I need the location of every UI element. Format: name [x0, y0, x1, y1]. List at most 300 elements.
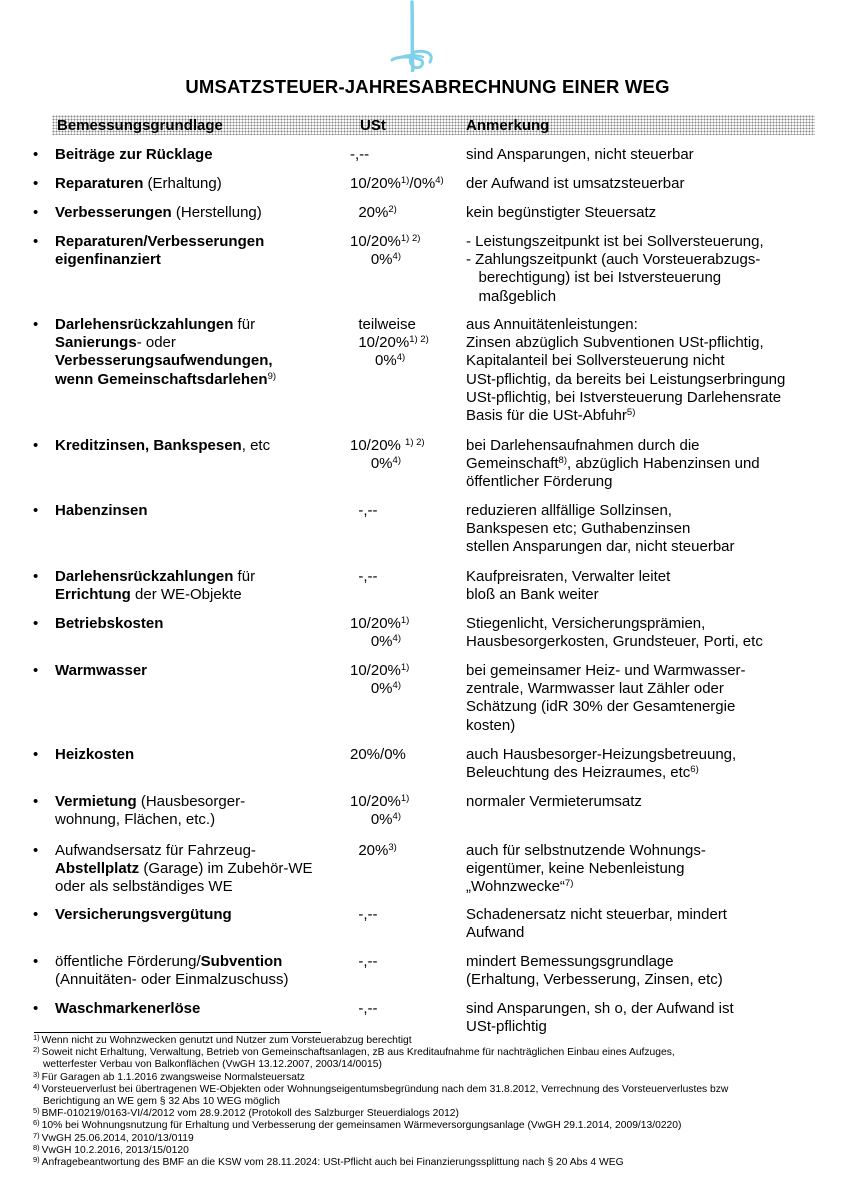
footnote-ref: 8) — [558, 455, 567, 467]
text: 20%/0% — [350, 746, 406, 763]
text: 10/20% — [350, 662, 401, 679]
footnote — [33, 1096, 833, 1108]
cell-line — [466, 455, 826, 473]
footnote-number: 8) — [33, 1142, 40, 1152]
cell-line — [55, 746, 355, 764]
cell-line — [466, 371, 826, 389]
bold-text: Warmwasser — [55, 662, 147, 679]
bemessungsgrundlage-cell — [55, 842, 355, 897]
footnote-divider — [34, 1032, 321, 1033]
text: Aufwand — [466, 924, 525, 942]
cell-line — [466, 233, 826, 251]
bemessungsgrundlage-cell — [55, 906, 355, 924]
cell-line — [466, 698, 826, 716]
cell-line — [350, 662, 460, 680]
text: für — [233, 316, 256, 333]
ust-cell — [350, 233, 460, 269]
text: auch für selbstnutzende Wohnungs- — [466, 842, 706, 859]
cell-line — [55, 437, 355, 455]
bold-text: Vermietung — [55, 793, 137, 810]
cell-line — [350, 437, 460, 455]
text: 0% — [350, 680, 393, 698]
bemessungsgrundlage-cell — [55, 568, 355, 604]
cell-line — [55, 568, 355, 586]
text: -,-- — [350, 953, 378, 970]
bullet-icon: • — [33, 316, 39, 333]
cell-line — [466, 680, 826, 698]
anmerkung-cell — [466, 793, 826, 811]
text: öffentlicher Förderung — [466, 473, 613, 491]
ust-cell — [350, 568, 460, 586]
cell-line — [350, 842, 460, 860]
cell-line — [350, 233, 460, 251]
bullet-icon: • — [33, 204, 39, 221]
bullet-icon: • — [33, 662, 39, 679]
bold-text: Waschmarkenerlöse — [55, 1000, 201, 1017]
bold-text: Darlehensrückzahlungen — [55, 316, 234, 333]
cell-line — [55, 316, 355, 334]
anmerkung-cell — [466, 746, 826, 782]
footnote-ref: 4) — [392, 455, 401, 467]
bullet-icon: • — [33, 146, 39, 163]
ust-cell — [350, 146, 460, 164]
text: USt-pflichtig, da bereits bei Leistungserbringung — [466, 370, 786, 388]
text: maßgeblich — [466, 287, 557, 305]
footnote-ref: 5) — [626, 407, 636, 419]
text: -,-- — [350, 906, 378, 923]
footnote-ref: 3) — [388, 842, 397, 853]
text: stellen Ansparungen dar, nicht steuerbar — [466, 538, 735, 556]
header-ust: USt — [360, 117, 386, 134]
cell-line — [55, 878, 355, 896]
bold-text: Verbesserungen — [55, 204, 172, 221]
cell-line — [55, 334, 355, 352]
footnote — [33, 1130, 833, 1145]
footnote-ref: 9) — [267, 370, 277, 382]
cell-line — [55, 842, 355, 860]
cell-line — [466, 502, 826, 520]
anmerkung-cell — [466, 146, 826, 164]
cell-line — [466, 1018, 826, 1036]
cell-line — [55, 1000, 355, 1018]
bemessungsgrundlage-cell — [55, 615, 355, 633]
cell-line — [466, 793, 826, 811]
cell-line — [55, 811, 355, 829]
bemessungsgrundlage-cell — [55, 793, 355, 829]
cell-line — [466, 971, 826, 989]
bullet-icon: • — [33, 793, 39, 810]
text: , abzüglich Habenzinsen und — [567, 455, 760, 473]
anmerkung-cell — [466, 204, 826, 222]
ust-cell — [350, 437, 460, 473]
cell-line — [350, 204, 460, 222]
cell-line — [466, 437, 826, 455]
footnote-text: wetterfester Verbau von Balkonflächen (VwGH 13.12.2007, 2003/14/0015) — [43, 1059, 382, 1071]
anmerkung-cell — [466, 615, 826, 651]
text: kosten) — [466, 716, 516, 734]
cell-line — [466, 407, 826, 425]
text: , etc — [241, 437, 271, 454]
anmerkung-cell — [466, 662, 826, 735]
text: 0% — [350, 251, 393, 269]
text: -,-- — [350, 146, 370, 163]
bold-text: Darlehensrückzahlungen — [55, 568, 234, 585]
header-anmerkung: Anmerkung — [466, 117, 550, 134]
cell-line — [350, 502, 460, 520]
footnote-number: 7) — [33, 1130, 40, 1140]
footnote-ref: 4) — [392, 251, 401, 263]
text: Beleuchtung des Heizraumes, etc — [466, 764, 691, 782]
cell-line — [55, 793, 355, 811]
footnote — [33, 1120, 833, 1132]
bemessungsgrundlage-cell — [55, 175, 355, 193]
cell-line — [350, 251, 460, 269]
anmerkung-cell — [466, 1000, 826, 1036]
text: 0% — [350, 811, 393, 829]
footnote-number: 1) — [33, 1033, 40, 1042]
cell-line — [466, 146, 826, 164]
footnote-ref: 1) 2) — [400, 233, 421, 244]
footnote-text: 10% bei Wohnungsnutzung für Erhaltung und Verbesserung der gemeinsamen Wärmeversorgungsanlage (VwGH 29.1.2014, 2009/13/0220) — [41, 1120, 682, 1132]
cell-line — [55, 586, 355, 604]
cell-line — [350, 811, 460, 829]
text: kein begünstigter Steuersatz — [466, 204, 657, 221]
cell-line — [466, 251, 826, 269]
text: /0% — [409, 175, 436, 192]
anmerkung-cell — [466, 568, 826, 604]
bullet-icon: • — [33, 175, 39, 192]
cell-line — [350, 316, 460, 334]
cell-line — [466, 615, 826, 633]
text: aus Annuitätenleistungen: — [466, 316, 638, 333]
text: normaler Vermieterumsatz — [466, 793, 642, 810]
bullet-icon: • — [33, 437, 39, 454]
cell-line — [466, 352, 826, 370]
text: bloß an Bank weiter — [466, 586, 599, 604]
text: sind Ansparungen, sh o, der Aufwand ist — [466, 1000, 734, 1017]
header-bemessungsgrundlage: Bemessungsgrundlage — [57, 117, 223, 134]
bullet-icon: • — [33, 1000, 39, 1017]
text: 0% — [350, 633, 393, 651]
footnote-ref: 7) — [564, 878, 574, 890]
text: (Garage) im Zubehör-WE — [139, 860, 313, 878]
bemessungsgrundlage-cell — [55, 316, 355, 389]
anmerkung-cell — [466, 233, 826, 306]
footnote — [33, 1157, 833, 1169]
bold-text: Heizkosten — [55, 746, 135, 763]
cell-line — [466, 717, 826, 735]
text: eigentümer, keine Nebenleistung — [466, 860, 685, 878]
text: für — [233, 568, 256, 585]
anmerkung-cell — [466, 175, 826, 193]
cell-line — [55, 662, 355, 680]
text: Hausbesorgerkosten, Grundsteuer, Porti, etc — [466, 633, 763, 651]
text: 0% — [350, 455, 393, 473]
bold-text: Beiträge zur Rücklage — [55, 146, 213, 163]
ust-cell — [350, 502, 460, 520]
footnote-number: 2) — [33, 1045, 40, 1055]
text: berechtigung) ist bei Istversteuerung — [466, 269, 722, 287]
footnote-ref: 4) — [392, 633, 401, 645]
footnote-text: Berichtigung an WE gem § 32 Abs 10 WEG möglich — [43, 1096, 280, 1108]
text: bei Darlehensaufnahmen durch die — [466, 437, 700, 454]
cell-line — [466, 860, 826, 878]
cell-line — [466, 204, 826, 222]
text: (Herstellung) — [171, 204, 262, 221]
cell-line — [466, 906, 826, 924]
cell-line — [350, 175, 460, 193]
cell-line — [55, 860, 355, 878]
cell-line — [350, 793, 460, 811]
bemessungsgrundlage-cell — [55, 662, 355, 680]
anmerkung-cell — [466, 437, 826, 492]
cell-line — [55, 251, 355, 269]
bemessungsgrundlage-cell — [55, 746, 355, 764]
cell-line — [466, 538, 826, 556]
text: 10/20% — [350, 334, 410, 352]
cell-line — [350, 146, 460, 164]
text: der WE-Objekte — [130, 586, 242, 604]
text: Aufwandsersatz für Fahrzeug- — [55, 842, 256, 859]
bold-text: Subvention — [200, 953, 283, 970]
text: „Wohnzwecke“ — [466, 878, 565, 896]
footnote-text: Soweit nicht Erhaltung, Verwaltung, Betrieb von Gemeinschaftsanlagen, zB aus Kreditaufnahme für nachträglichen Einbau eines Aufzuges, — [41, 1047, 675, 1059]
bemessungsgrundlage-cell — [55, 437, 355, 455]
bold-text: Sanierungs — [55, 334, 137, 352]
text: bei gemeinsamer Heiz- und Warmwasser- — [466, 662, 746, 679]
cell-line — [466, 288, 826, 306]
text: teilweise — [350, 316, 416, 333]
ust-cell — [350, 793, 460, 829]
text: Gemeinschaft — [466, 455, 559, 473]
footnote-number: 6) — [33, 1118, 40, 1128]
bemessungsgrundlage-cell — [55, 146, 355, 164]
ust-cell — [350, 615, 460, 651]
cell-line — [55, 146, 355, 164]
footnote-text: BMF-010219/0163-VI/4/2012 vom 28.9.2012 (Protokoll des Salzburger Steuerdialogs 2012) — [41, 1108, 459, 1120]
text: Schadenersatz nicht steuerbar, mindert — [466, 906, 727, 923]
footnote — [33, 1035, 833, 1047]
bold-text: Errichtung — [55, 586, 131, 604]
bemessungsgrundlage-cell — [55, 204, 355, 222]
text: Bankspesen etc; Guthabenzinsen — [466, 520, 691, 538]
footnote-text: Anfragebeantwortung des BMF an die KSW vom 28.11.2024: USt-Pflicht auch bei Finanzierungssplittung nach § 20 Abs 4 WEG — [41, 1157, 624, 1169]
bullet-icon: • — [33, 233, 39, 250]
bemessungsgrundlage-cell — [55, 502, 355, 520]
cell-line — [466, 269, 826, 287]
cell-line — [466, 520, 826, 538]
bullet-icon: • — [33, 615, 39, 632]
bullet-icon: • — [33, 842, 39, 859]
cell-line — [55, 953, 355, 971]
cell-line — [350, 1000, 460, 1018]
anmerkung-cell — [466, 906, 826, 942]
footnote — [33, 1081, 833, 1096]
cell-line — [55, 971, 355, 989]
bullet-icon: • — [33, 502, 39, 519]
text: 20% — [350, 842, 389, 859]
ust-cell — [350, 906, 460, 924]
footnote-text: Wenn nicht zu Wohnzwecken genutzt und Nutzer zum Vorsteuerabzug berechtigt — [41, 1035, 412, 1046]
cell-line — [466, 586, 826, 604]
footnote-ref: 4) — [392, 811, 401, 823]
text: Kaufpreisraten, Verwalter leitet — [466, 568, 671, 585]
text: auch Hausbesorger-Heizungsbetreuung, — [466, 746, 737, 763]
ust-cell — [350, 1000, 460, 1018]
bold-text: Reparaturen — [55, 175, 144, 192]
ust-cell — [350, 842, 460, 860]
cell-line — [55, 352, 355, 370]
footnote-ref: 4) — [435, 175, 444, 186]
text: - oder — [136, 334, 176, 352]
cell-line — [466, 334, 826, 352]
text: oder als selbständiges WE — [55, 878, 233, 896]
cell-line — [466, 175, 826, 193]
text: 10/20% — [350, 615, 401, 632]
footnote — [33, 1069, 833, 1084]
bold-text: Habenzinsen — [55, 502, 148, 519]
footnote — [33, 1142, 833, 1157]
cell-line — [350, 953, 460, 971]
text: reduzieren allfällige Sollzinsen, — [466, 502, 672, 519]
cell-line — [350, 568, 460, 586]
cell-line — [466, 316, 826, 334]
bold-text: wenn Gemeinschaftsdarlehen — [55, 370, 268, 388]
text: 10/20% — [350, 233, 401, 250]
bold-text: eigenfinanziert — [55, 251, 161, 269]
bemessungsgrundlage-cell — [55, 1000, 355, 1018]
bullet-icon: • — [33, 906, 39, 923]
text: Schätzung (idR 30% der Gesamtenergie — [466, 698, 736, 716]
anmerkung-cell — [466, 953, 826, 989]
cell-line — [350, 455, 460, 473]
footnote-ref: 1) — [400, 175, 410, 186]
cell-line — [350, 680, 460, 698]
anmerkung-cell — [466, 842, 826, 897]
footnote-text: VwGH 10.2.2016, 2013/15/0120 — [41, 1144, 189, 1156]
text: (Hausbesorger- — [136, 793, 246, 810]
cell-line — [466, 389, 826, 407]
text: (Erhaltung, Verbesserung, Zinsen, etc) — [466, 971, 723, 989]
cell-line — [55, 204, 355, 222]
bold-text: Betriebskosten — [55, 615, 164, 632]
footnote-ref: 2) — [388, 204, 397, 215]
footnote-number: 4) — [33, 1081, 40, 1091]
text: öffentliche Förderung/ — [55, 953, 201, 970]
ust-cell — [350, 204, 460, 222]
text: sind Ansparungen, nicht steuerbar — [466, 146, 694, 163]
cell-line — [466, 1000, 826, 1018]
cell-line — [350, 352, 460, 370]
cell-line — [466, 473, 826, 491]
ust-cell — [350, 175, 460, 193]
text: (Annuitäten- oder Einmalzuschuss) — [55, 971, 289, 989]
bold-text: Kreditzinsen, Bankspesen — [55, 437, 242, 454]
text: wohnung, Flächen, etc.) — [55, 811, 216, 829]
cell-line — [55, 371, 355, 389]
text: (Erhaltung) — [143, 175, 222, 192]
ust-cell — [350, 316, 460, 371]
cell-line — [466, 568, 826, 586]
footnote-ref: 1) 2) — [409, 334, 429, 346]
bold-text: Reparaturen/Verbesserungen — [55, 233, 265, 250]
text: 0% — [350, 352, 397, 370]
footnote-ref: 1) — [400, 793, 410, 804]
text: USt-pflichtig, bei Istversteuerung Darlehensrate — [466, 388, 782, 406]
cell-line — [466, 633, 826, 651]
footnote-ref: 1) — [400, 662, 410, 673]
cell-line — [350, 906, 460, 924]
footnote-ref: 1) — [400, 615, 410, 626]
cell-line — [350, 615, 460, 633]
text: zentrale, Warmwasser laut Zähler oder — [466, 680, 724, 698]
cell-line — [55, 906, 355, 924]
footnote-text: VwGH 25.06.2014, 2010/13/0119 — [41, 1132, 194, 1144]
page-title: UMSATZSTEUER-JAHRESABRECHNUNG EINER WEG — [185, 76, 670, 97]
bullet-icon: • — [33, 953, 39, 970]
footnote — [33, 1059, 833, 1071]
text: USt-pflichtig — [466, 1018, 547, 1036]
footnote-text: Vorsteuerverlust bei übertragenen WE-Objekten oder Wohnungseigentumsbegründung nach dem 31.8.2012, Verrechnung des Vorsteuerverlustes bzw — [41, 1083, 729, 1095]
text: der Aufwand ist umsatzsteuerbar — [466, 175, 685, 192]
text: -,-- — [350, 502, 378, 519]
cell-line — [466, 953, 826, 971]
text: -,-- — [350, 568, 378, 585]
text: 10/20% — [350, 793, 401, 810]
footnote-number: 9) — [33, 1155, 40, 1165]
cell-line — [466, 662, 826, 680]
cell-line — [55, 175, 355, 193]
signature-logo-icon — [355, 0, 475, 72]
text: Basis für die USt-Abfuhr — [466, 407, 627, 425]
text: 10/20% — [350, 175, 401, 192]
cell-line — [55, 233, 355, 251]
text: Kapitalanteil bei Sollversteuerung nicht — [466, 352, 725, 370]
text: - Leistungszeitpunkt ist bei Sollversteuerung, — [466, 233, 764, 250]
footnote-number: 5) — [33, 1106, 40, 1116]
footnote-ref: 4) — [396, 352, 406, 364]
cell-line — [466, 746, 826, 764]
footnote-ref: 1) 2) — [405, 437, 425, 448]
footnote-text: Für Garagen ab 1.1.2016 zwangsweise Normalsteuersatz — [41, 1071, 305, 1083]
text: 10/20% — [350, 437, 406, 454]
ust-cell — [350, 662, 460, 698]
text: mindert Bemessungsgrundlage — [466, 953, 674, 970]
bullet-icon: • — [33, 746, 39, 763]
text: -,-- — [350, 1000, 378, 1017]
anmerkung-cell — [466, 502, 826, 557]
bold-text: Verbesserungsaufwendungen, — [55, 352, 273, 370]
footnote-ref: 6) — [690, 764, 699, 776]
footnote — [33, 1108, 833, 1120]
footnote-ref: 4) — [392, 680, 401, 692]
text: - Zahlungszeitpunkt (auch Vorsteuerabzugs- — [466, 251, 761, 269]
footnotes — [33, 1035, 833, 1169]
cell-line — [350, 334, 460, 352]
footnote-number: 3) — [33, 1069, 40, 1079]
ust-cell — [350, 953, 460, 971]
text: Zinsen abzüglich Subventionen USt-pflichtig, — [466, 334, 764, 352]
text: Stiegenlicht, Versicherungsprämien, — [466, 615, 706, 632]
cell-line — [55, 615, 355, 633]
ust-cell — [350, 746, 460, 764]
cell-line — [466, 878, 826, 896]
cell-line — [466, 924, 826, 942]
text: 20% — [350, 204, 389, 221]
cell-line — [350, 746, 460, 764]
cell-line — [466, 842, 826, 860]
bold-text: Abstellplatz — [55, 860, 140, 878]
